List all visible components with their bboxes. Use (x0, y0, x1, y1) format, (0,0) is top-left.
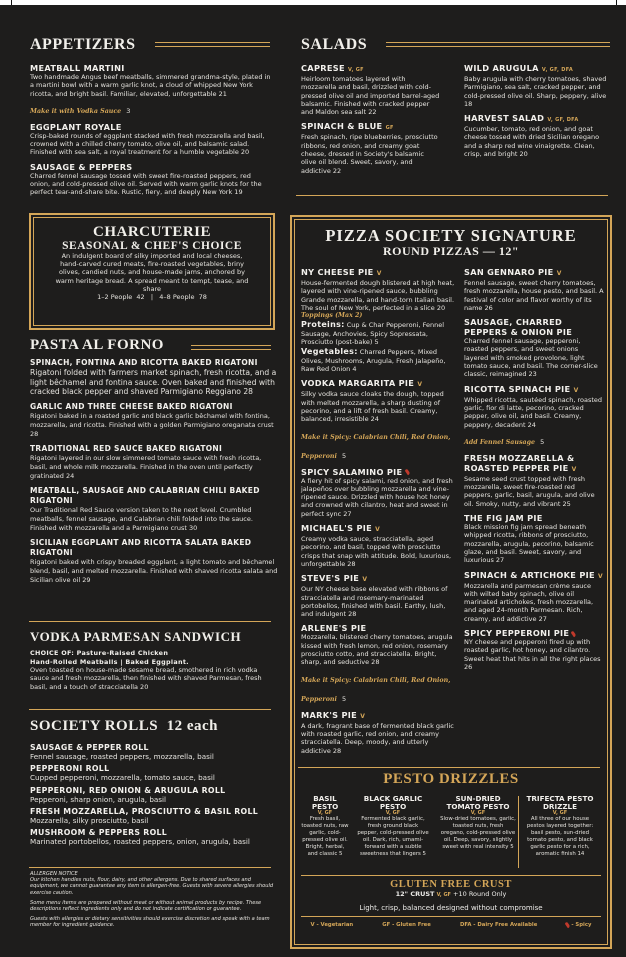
menu-item (301, 573, 456, 618)
pesto-item (300, 795, 350, 858)
item-desc: Marinated portobellos, roasted peppers, onion, arugula, basil (30, 837, 250, 847)
salads-title: SALADS (301, 36, 368, 53)
item-name-text: RICOTTA SPINACH PIE (464, 383, 571, 394)
item-desc: Our Traditional Red Sauce version taken to the next level. Crumbled meatballs, fennel sausage, and Calabrian chili folded into the sauce. Finished with mozzarella and a Parmigiano crust 30 (30, 505, 253, 532)
pesto-desc: Fresh basil, toasted nuts, raw garlic, cold-pressed olive oil. Bright, herbal, and classic 5 (301, 816, 349, 858)
divider (29, 621, 271, 622)
menu-item (30, 162, 272, 197)
divider (29, 867, 271, 868)
pesto-desc: All three of our house pestos layered together: basil pesto, sun-dried tomato pesto, and black garlic pesto for a rich, aromatic finish 14 (526, 816, 594, 858)
item-name-text: SPICY PEPPERONI PIE (464, 628, 570, 639)
item-desc: Creamy vodka sauce, stracciatella, aged pecorino, and basil, topped with prosciutto crisps that snap with attitude. Bold, luxurious, unforgettable 28 (301, 535, 452, 568)
item-desc: NY cheese and pepperoni fired up with roasted garlic, hot honey, and cilantro. Sweet heat that hits in all the right places 26 (464, 638, 601, 671)
menu-item (301, 467, 456, 518)
item-name-text: NY CHEESE PIE (301, 267, 374, 277)
pesto-name: BASIL PESTO (311, 794, 339, 811)
diet-tags: V, GF (348, 67, 364, 73)
item-name: THE FIG JAM PIE (464, 513, 543, 524)
item-name: GARLIC AND THREE CHEESE BAKED RIGATONI (30, 401, 233, 411)
menu-item (301, 267, 456, 312)
vegetarian-tag: V (598, 572, 603, 580)
item-name (464, 267, 604, 279)
sandwich-choice-1: CHOICE OF: Pasture-Raised Chicken (30, 649, 169, 657)
item-name (301, 573, 456, 585)
sandwich-title: VODKA PARMESAN SANDWICH (30, 629, 242, 644)
item-desc: Cupped pepperoni, mozzarella, tomato sauce, basil (30, 773, 215, 783)
sandwich-choice-2: Hand-Rolled Meatballs | Baked Eggplant. (30, 657, 189, 666)
divider (386, 42, 610, 47)
gluten-free-line (292, 890, 610, 899)
addon-price: 5 (540, 437, 545, 446)
sandwich-desc: Oven toasted on house-made sesame bread, smothered in rich vodka sauce and fresh mozzarella, then finished with shaved Parmesan, fresh basil, and a touch of stracciatella 20 (30, 666, 262, 691)
item-name: MEATBALL MARTINI (30, 63, 125, 73)
pesto-name: TRIFECTA PESTO DRIZZLE (526, 794, 594, 811)
item-desc: Fennel sausage, sweet cherry tomatoes, fresh mozzarella, house pesto, and basil. A festival of color and flavor worthy of its name 26 (464, 279, 604, 312)
charcuterie-desc: An indulgent board of silky imported and local cheeses, hand-carved cured meats, fire-roasted vegetables, briny olives, candied nuts, and house-made jams, anchored by warm heritage bread. A spread meant to tempt, tease, and share (55, 252, 249, 293)
item-desc: Mozzarella, silky prosciutto, basil (30, 815, 149, 825)
allergen-notice (30, 871, 275, 929)
item-name: MEATBALL, SAUSAGE AND CALABRIAN CHILI BAKED RIGATONI (30, 485, 260, 505)
vegetarian-tag: V (376, 270, 382, 277)
proteins-list: Cup & Char Pepperoni, Fennel Sausage, Anchovies, Spicy Sopressata, Prosciutto (post-bake) 5 (301, 321, 445, 347)
item-name-text: MICHAEL'S PIE (301, 523, 372, 534)
item-desc: Rigatoni baked with crispy breaded eggplant, a light tomato and bêchamel blend, basil, and melted mozzarella. Finished with shaved ricotta salata and Sicilian olive oil 29 (30, 557, 278, 584)
charcuterie-box (29, 213, 275, 330)
toppings-title: Toppings (Max 2) (301, 312, 363, 320)
diet-tags: V, GF, DFA (541, 67, 574, 73)
pizza-subtitle: ROUND PIZZAS — 12" (382, 244, 519, 258)
item-name (301, 710, 456, 722)
vegetarian-tag: V (375, 526, 381, 534)
divider (191, 345, 271, 350)
item-desc: Silky vodka sauce cloaks the dough, topped with melted mozzarella, a sharp dusting of pecorino, and a lift of fresh basil. Creamy, balanced, irresistible 24 (301, 390, 444, 424)
menu-item (30, 358, 280, 397)
diet-tags: V, GF, DFA (547, 117, 579, 124)
item-name (464, 453, 604, 475)
appetizers-title: APPETIZERS (30, 36, 136, 53)
item-name: MUSHROOM & PEPPERS ROLL (30, 828, 168, 838)
menu-item (301, 378, 456, 461)
diet-tags: V, GF (552, 810, 568, 817)
menu-item (464, 513, 604, 564)
item-name-text: SPINACH & BLUE (301, 121, 383, 132)
item-name (464, 628, 604, 638)
menu-item (464, 453, 604, 508)
item-desc: Whipped ricotta, sautéed spinach, roasted garlic, fior di latte, pecorino, cracked pepper, olive oil, and basil. Creamy, peppery, decadent 24 (464, 395, 603, 429)
menu-page (0, 5, 626, 957)
item-name: SAUSAGE & PEPPERS (30, 161, 133, 172)
item-desc: Mozzarella and parmesan crème sauce with wilted baby spinach, olive oil marinated artichokes, fresh mozzarella, and aged 24-month Parmesan. Rich, creamy, and addictive 27 (464, 581, 594, 623)
gluten-free-tagline: Light, crisp, balanced designed without compromise (359, 904, 543, 912)
item-desc: Rigatoni baked in a roasted garlic and black garlic bêchamel with fontina, mozzarella, and ricotta. Finished with a golden Parmigiano oreganata crust 28 (30, 411, 274, 438)
menu-item (301, 623, 456, 704)
item-desc: House-fermented dough blistered at high heat, layered with vine-ripened sauce, bubbling Grande mozzarella, and hand-torn Italian basil. The soul of New York, perfected in a slice 20 (301, 279, 455, 312)
item-name (464, 570, 604, 582)
menu-item (464, 267, 604, 312)
divider (29, 709, 271, 710)
item-name-text: FRESH MOZZARELLA & ROASTED PEPPER PIE (464, 452, 575, 473)
vegetarian-tag: V (573, 386, 579, 394)
menu-item (30, 63, 272, 117)
proteins-label: Proteins: (301, 320, 345, 330)
divider (301, 916, 601, 917)
item-name: FRESH MOZZARELLA, PROSCIUTTO & BASIL ROLL (30, 806, 258, 816)
legend-spicy (566, 922, 591, 928)
item-desc: Fennel sausage, roasted peppers, mozzarella, basil (30, 752, 214, 761)
item-name-text: VODKA MARGARITA PIE (301, 378, 415, 389)
addon-label: Add Fennel Sausage (464, 438, 536, 446)
chili-pepper-icon (571, 630, 577, 637)
item-name-text: WILD ARUGULA (464, 63, 539, 73)
item-name-text: SPICY SALAMINO PIE (301, 466, 403, 477)
vegetarian-tag: V (417, 381, 423, 389)
menu-item (464, 570, 604, 623)
menu-item (30, 764, 280, 782)
pesto-divider (518, 796, 519, 868)
vegetables-line (301, 347, 456, 374)
diet-tags: V, GF (317, 810, 333, 817)
item-name-text: STEVE'S PIE (301, 573, 360, 584)
vegetarian-tag: V (362, 576, 368, 584)
item-desc: Charred fennel sausage, pepperoni, roasted peppers, and sweet onions layered with smoked provolone, light tomato sauce, and basil. The corner-slice classic, reimagined 23 (464, 337, 598, 379)
item-desc: Cucumber, tomato, red onion, and goat cheese tossed with dried Sicilian oregano and a sharp red wine vinaigrette. Clean, crisp, and bright 20 (464, 125, 600, 159)
allergen-p3: Guests with allergies or dietary sensitivities should exercise discretion and speak with a team member for ingredient guidance. (30, 916, 270, 929)
menu-item (464, 63, 610, 108)
menu-item (301, 121, 441, 174)
addon-label: Make it Spicy: Calabrian Chili, Red Onion, Pepperoni (301, 433, 451, 460)
pesto-item (357, 795, 429, 858)
item-name: TRADITIONAL RED SAUCE BAKED RIGATONI (30, 443, 223, 453)
vegetables-label: Vegetables: (301, 346, 358, 356)
charcuterie-title: CHARCUTERIE (92, 224, 211, 240)
addon-label: Make it with Vodka Sauce (30, 107, 122, 115)
item-desc: Crisp-baked rounds of eggplant stacked with fresh mozzarella and basil, crowned with a chilled cherry tomato, olive oil, and balsamic salad. Finished with sea salt, a royal treatment for a humble vegetable 20 (30, 131, 265, 157)
menu-item (30, 828, 280, 846)
menu-item (464, 317, 604, 378)
item-desc: Pepperoni, sharp onion, arugula, basil (30, 794, 167, 804)
divider (155, 42, 270, 47)
pizza-col-left (301, 267, 456, 755)
crust-price: +10 Round Only (453, 890, 507, 898)
charcuterie-pricing: 1–2 People 42 | 4–8 People 78 (97, 293, 207, 302)
item-name: SAUSAGE & PEPPER ROLL (30, 743, 149, 752)
item-name: SAUSAGE, CHARRED PEPPERS & ONION PIE (464, 317, 573, 338)
item-desc: Baby arugula with cherry tomatoes, shaved Parmigiano, sea salt, cracked pepper, and cold-pressed olive oil. Sharp, peppery, alive 18 (464, 75, 607, 108)
item-name: PEPPERONI, RED ONION & ARUGULA ROLL (30, 785, 226, 795)
item-desc: Rigatoni folded with farmers market spinach, fresh ricotta, and a light bêchamel and fontina sauce. Oven baked and finished with cracked black pepper and shaved Parmigiano Reggiano 28 (30, 368, 277, 396)
menu-item (30, 807, 280, 825)
diet-tags: V, GF (436, 892, 451, 898)
item-name (464, 384, 604, 396)
vegetarian-tag: V (556, 270, 562, 277)
crust-size: 12" CRUST (395, 890, 435, 898)
item-desc: Charred fennel sausage tossed with sweet fire-roasted peppers, red onion, and cold-pressed olive oil. Served with warm garlic knots for the perfect tear-and-share bite. Rustic, fiery, and deeply New York 19 (30, 171, 262, 197)
item-name (301, 63, 441, 75)
menu-item (301, 63, 441, 116)
item-desc: Black mission fig jam spread beneath whipped ricotta, ribbons of prosciutto, mozzarella, arugula, pecorino, balsamic glaze, and basil. Sweet, savory, and luxurious 27 (464, 523, 594, 565)
pasta-list (30, 358, 280, 585)
item-name: PEPPERONI ROLL (30, 764, 110, 774)
diet-tags: V, GF (385, 810, 401, 817)
salads-col-left (301, 63, 441, 175)
pesto-name: SUN-DRIED TOMATO PESTO (446, 794, 510, 811)
vegetarian-tag: V (360, 712, 366, 720)
item-name: EGGPLANT ROYALE (30, 121, 122, 132)
item-desc: Sesame seed crust topped with fresh mozzarella, sweet fire-roasted red peppers, garlic, basil, arugula, and olive oil. Smoky, nutty, and vibrant 25 (464, 474, 595, 508)
menu-item (30, 402, 280, 439)
menu-item (464, 384, 604, 448)
allergen-p1: Our kitchen handles nuts, flour, dairy, and other allergens. Due to shared surfaces and equipment, we cannot guarantee any item is allergen-free. Guests with severe allergies should exercise caution. (30, 877, 274, 896)
pesto-desc: Fermented black garlic, fresh ground black pepper, cold-pressed olive oil. Dark, rich, umami-forward with a subtle sweetness that lingers 5 (357, 816, 429, 858)
gluten-free-block (292, 879, 610, 913)
menu-item (30, 743, 280, 761)
item-name (301, 467, 456, 477)
rolls-price: 12 each (166, 718, 218, 734)
addon-label: Make it Spicy: Calabrian Chili, Red Onion, Pepperoni (301, 676, 451, 703)
item-name: SPINACH, FONTINA AND RICOTTA BAKED RIGATONI (30, 358, 258, 367)
item-name-text: CAPRESE (301, 63, 345, 73)
item-name (301, 378, 456, 390)
rolls-title (30, 718, 218, 735)
item-name (464, 63, 610, 75)
gluten-free-title: GLUTEN FREE CRUST (390, 879, 512, 890)
pesto-item (522, 795, 598, 858)
item-name: ARLENE'S PIE (301, 623, 367, 634)
item-name-text: SAN GENNARO PIE (464, 267, 554, 277)
legend-gluten-free: GF - Gluten Free (382, 922, 431, 928)
toppings (301, 312, 456, 373)
vegetables-list: Charred Peppers, Mixed Olives, Mushrooms, Arugula, Fresh Jalapeño, Raw Red Onion 4 (301, 347, 446, 374)
item-desc: A dark, fragrant base of fermented black garlic with roasted garlic, red onion, and creamy stracciatella. Deep, moody, and utterly addictive 28 (301, 721, 454, 755)
rolls-list (30, 743, 280, 846)
legend-dairy-free: DFA - Dairy Free Available (459, 922, 538, 928)
item-name (301, 267, 456, 279)
addon-price: 5 (341, 451, 347, 460)
item-desc: Mozzarella, blistered cherry tomatoes, arugula kissed with fresh lemon, red onion, rosemary prosciutto cotto, and stracciatella. Bright, sharp, and seductive 28 (301, 633, 453, 667)
item-name: SICILIAN EGGPLANT AND RICOTTA SALATA BAKED RIGATONI (30, 537, 252, 557)
addon-price: 3 (126, 106, 131, 115)
appetizers-list (30, 63, 272, 197)
item-name-text: HARVEST SALAD (464, 113, 545, 124)
legend-vegetarian: V - Vegetarian (310, 922, 354, 928)
item-name-text: MARK'S PIE (301, 709, 358, 720)
menu-item (301, 523, 456, 568)
sandwich-block (30, 649, 275, 691)
item-name (301, 121, 441, 133)
pesto-title: PESTO DRIZZLES (383, 771, 519, 787)
pesto-item (440, 795, 516, 851)
chili-pepper-icon (565, 922, 571, 929)
item-name (301, 523, 456, 535)
item-desc: A fiery hit of spicy salami, red onion, and fresh jalapeños over bubbling mozzarella and vine-ripened sauce. Drizzled with house hot honey and crowned with cilantro, heat and sweet in perfect sync 27 (301, 476, 453, 518)
pesto-name: BLACK GARLIC PESTO (363, 794, 423, 811)
addon-price: 5 (341, 694, 347, 703)
item-name (464, 113, 610, 125)
item-desc: Our NY cheese base elevated with ribbons of stracciatella and rosemary-marinated portobellos, finished with basil. Earthy, lush, and indulgent 28 (301, 585, 448, 619)
legend-spicy-label: - Spicy (571, 922, 592, 928)
menu-item (30, 538, 280, 585)
item-desc: Heirloom tomatoes layered with mozzarella and basil, drizzled with cold-pressed olive oil and imported barrel-aged balsamic. Finished with cracked pepper and Maldon sea salt 22 (301, 75, 440, 117)
rolls-title-text: SOCIETY ROLLS (30, 718, 159, 734)
divider (298, 767, 600, 768)
charcuterie-subtitle: SEASONAL & CHEF'S CHOICE (62, 240, 242, 252)
pizza-title: PIZZA SOCIETY SIGNATURE (325, 226, 577, 245)
legend (296, 922, 606, 928)
chili-pepper-icon (404, 469, 410, 476)
item-desc: Fresh spinach, ripe blueberries, prosciutto ribbons, red onion, and creamy goat cheese, dressed in Society's balsamic olive oil blend. Sweet, savory, and addictive 22 (301, 133, 438, 175)
menu-item (30, 444, 280, 481)
allergen-p2: Some menu items are prepared without meat or without animal products by recipe. These descriptions reflect ingredients only and do not indicate certification or guarantee. (30, 899, 262, 913)
menu-item (30, 786, 280, 804)
pesto-desc: Slow-dried tomatoes, garlic, toasted nuts, fresh oregano, cold-pressed olive oil. Deep, savory, slightly sweet with real intensity 5 (440, 816, 516, 851)
item-name-text: SPINACH & ARTICHOKE PIE (464, 569, 595, 580)
menu-item (464, 113, 610, 158)
vegetarian-tag: V (571, 465, 577, 473)
divider (296, 195, 608, 196)
pasta-title: PASTA AL FORNO (30, 337, 164, 353)
pizza-header (292, 227, 610, 258)
menu-item (30, 122, 272, 157)
diet-tags: GF (385, 125, 394, 132)
diet-tags: V, GF (470, 810, 486, 817)
salads-col-right (464, 63, 610, 158)
item-desc: Rigatoni layered in our slow simmered tomato sauce with fresh ricotta, basil, and whole milk mozzarella. Finished in the oven until perfectly gratinated 24 (30, 453, 262, 480)
item-desc: Two handmade Angus beef meatballs, simmered grandma-style, plated in a martini bowl with a warm garlic knot, a cloud of whipped New York ricotta, and bright basil. Familiar, elevated, unforgettable 21 (30, 73, 271, 98)
proteins-line (301, 320, 456, 347)
menu-item (301, 710, 456, 755)
menu-item (30, 486, 280, 533)
pizza-col-right (464, 267, 604, 671)
menu-item (464, 628, 604, 671)
allergen-title: ALLERGEN NOTICE (30, 871, 78, 877)
divider (301, 875, 601, 876)
